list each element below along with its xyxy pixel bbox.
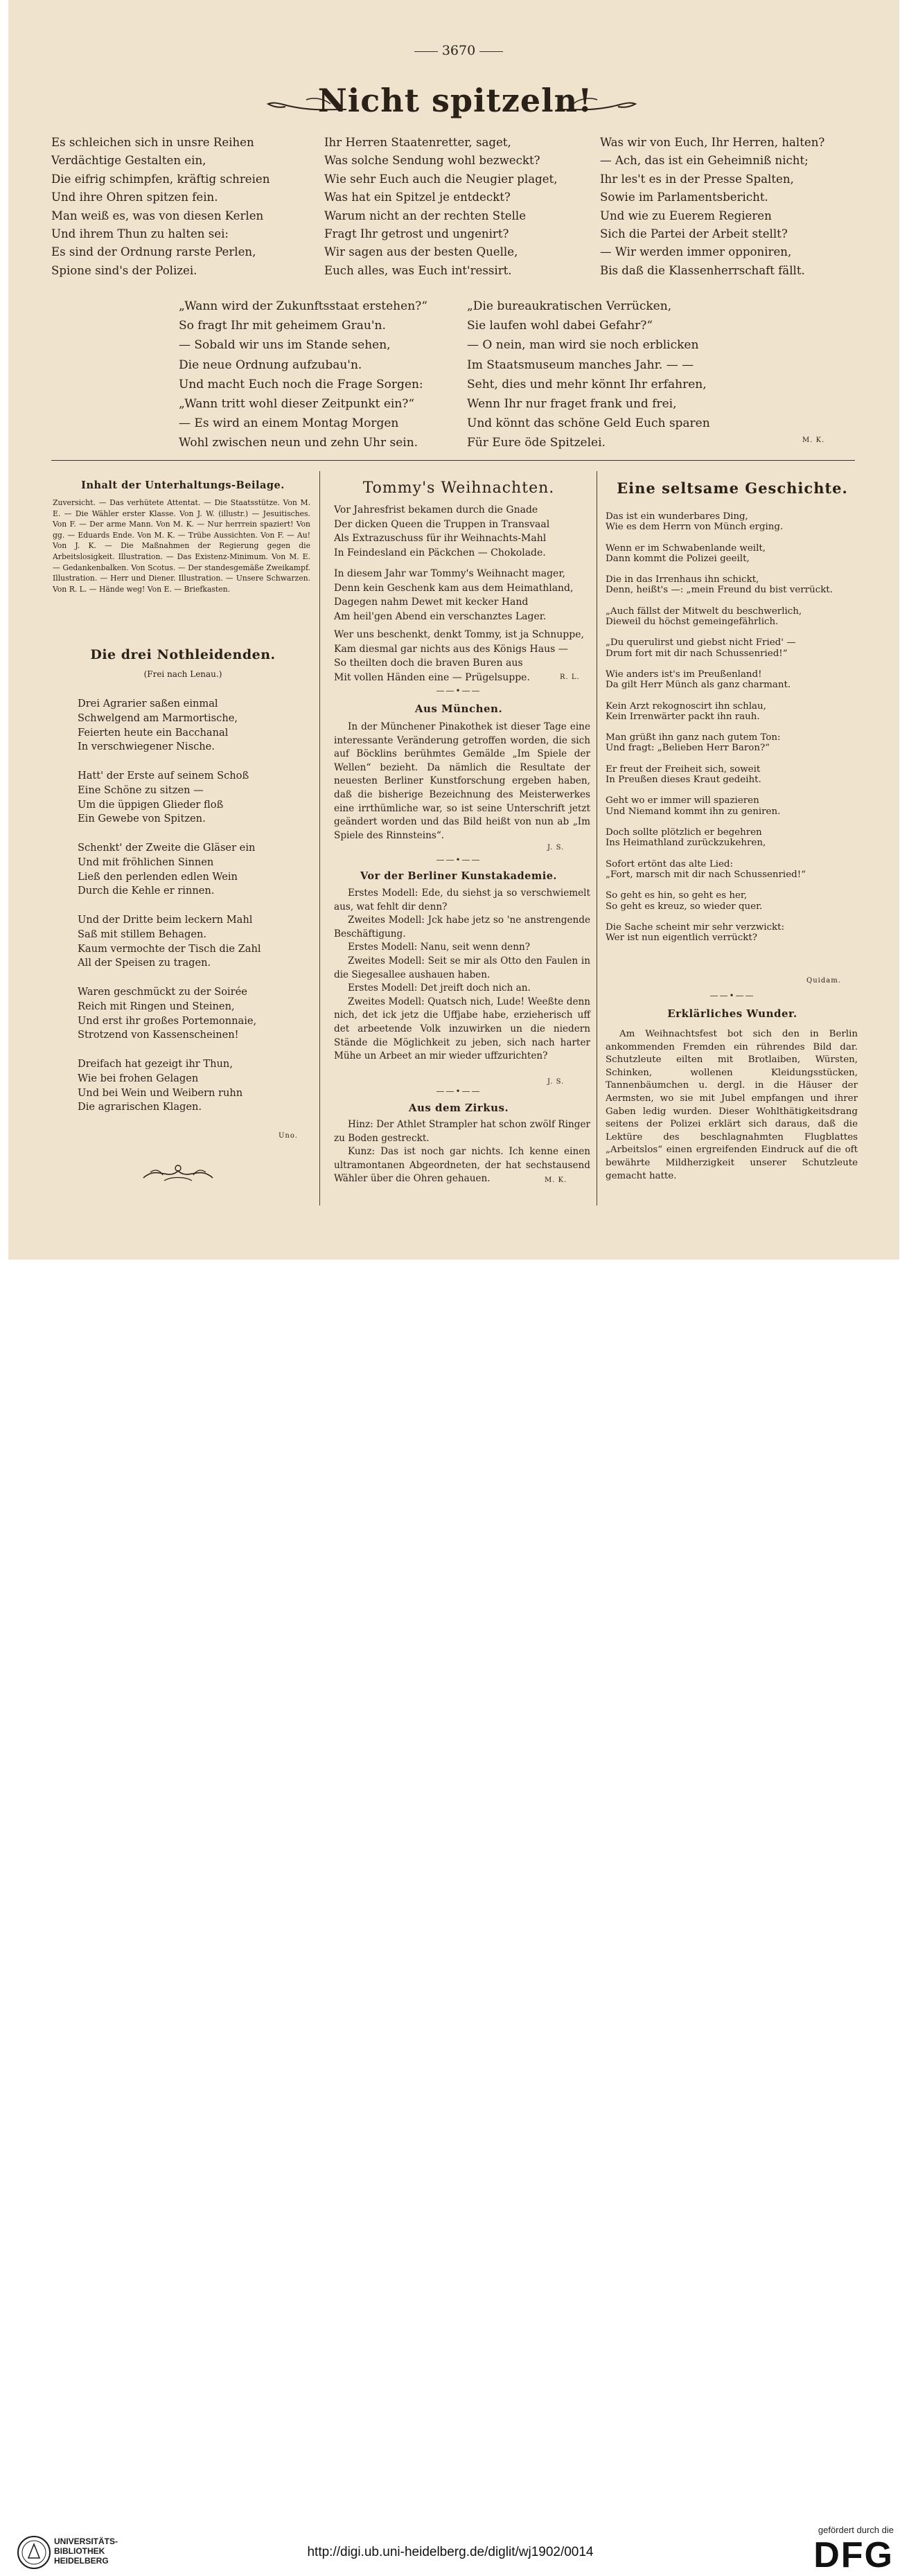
munich-text: In der Münchener Pinakothek ist dieser Tage eine interessante Veränderung getroffen worden, die sich auf Böcklins berühmtes Gemälde „Im Spiele der Wellen“ bezieht. Da nämlich die Resultate der neuesten Berliner Kunstforschung ergeben haben, daß die bisherige Bezeichnung des Meisterwerkes eine irrthümliche war, so ist seine Unterschrift jetzt geändert worden und das Bild heißt von nun ab „Im Spiele des Rinnsteins“. — [334, 721, 590, 841]
contents-text: Zuversicht. — Das verhütete Attentat. — Die Staatsstütze. Von M. E. — Die Wähler erster Klasse. Von J. W. (illustr.) — Jesuitisches. Von F. — Der arme Mann. Von M. K. — Nur herrrein spaziert! Von gg. — Eduards Ende. Von M. K. — Trübe Aussichten. Von F. — Au! Von J. K. — Die Maßnahmen der Regierung gegen die Arbeitslosigkeit. Illustration. — Das Existenz-Minimum. Von M. E. — Gedankenbalken. Von Scotus. — Der standesgemäße Zweikampf. Illustration. — Herr und Diener. Illustration. — Unsere Schwarzen. Von R. L. — Hände weg! Von E. — Briefkasten. — [53, 498, 310, 594]
academy-dialogue — [334, 887, 590, 1064]
contents-title: Inhalt der Unterhaltungs-Beilage. — [81, 479, 285, 491]
story-poem: Das ist ein wunderbares Ding, Wie es dem Herrn von Münch erging. Wenn er im Schwabenlande weilt, Dann kommt die Polizei geeilt, Die in das Irrenhaus ihn schickt, Denn, heißt's —: „mein Freund du bist verrückt. „Auch fällst der Mitwelt du beschwerlich, Dieweil du höchst gemeingefährlich. „Du querulirst und giebst nicht Fried' — Drum fort mit dir nach Schussenried!“ Wie anders ist's im Preußenland! Da gilt Herr Münch als ganz charmant. Kein Arzt rekognoscirt ihn schlau, Kein Irrenwärter packt ihn rauh. Man grüßt ihn ganz nach gutem Ton: Und fragt: „Belieben Herr Baron?“ Er freut der Freiheit sich, soweit In Preußen dieses Kraut gedeiht. Geht wo er immer will spazieren Und Niemand kommt ihn zu geniren. Doch sollte plötzlich er begehren Ins Heimathland zurückzukehren, Sofort ertönt das alte Lied: „Fort, marsch mit dir nach Schussenried!“ So geht es hin, so geht es her, So geht es kreuz, so wieder quer. Die Sache scheint mir sehr verzwickt: Wer ist nun eigentlich verrückt? — [606, 511, 833, 944]
circus-line: Kunz: Das ist noch gar nichts. Ich kenne einen ultramontanen Abgeordneten, der hat sechstausend Wähler über die Ohren gehauen. — [334, 1146, 590, 1185]
footer-bar — [0, 1260, 900, 2575]
institution-name — [54, 2537, 118, 2566]
top-poem-column-4: „Wann wird der Zukunftsstaat erstehen?“ So fragt Ihr mit geheimem Grau'n. — Sobald wir uns im Stande sehen, Die neue Ordnung aufzubau'n. Und macht Euch noch die Frage Sorgen: „Wann tritt wohl dieser Zeitpunkt ein?“ — Es wird an einem Montag Morgen Wohl zwischen neun und zehn Uhr sein. — [179, 299, 427, 450]
poem-title-tommy: Tommy's Weihnachten. — [362, 479, 555, 497]
poem-tommy-signature: R. L. — [560, 673, 580, 681]
top-poem-column-5: „Die bureaukratischen Verrücken, Sie laufen wohl dabei Gefahr?“ — O nein, man wird sie noch erblicken Im Staatsmuseum manches Jahr. — — Seht, dies und mehr könnt Ihr erfahren, Wenn Ihr nur fraget frank und frei, Und könnt das schöne Geld Euch sparen Für Eure öde Spitzelei. — [467, 299, 710, 450]
academy-line: Erstes Modell: Nanu, seit wenn denn? — [348, 942, 531, 953]
academy-line: Zweites Modell: Seit se mir als Otto den Faulen in die Siegesallee aushauen haben. — [334, 955, 590, 980]
floral-ornament — [136, 1158, 220, 1186]
circus-line: Hinz: Der Athlet Strampler hat schon zwölf Ringer zu Boden gestreckt. — [334, 1119, 590, 1144]
institution-line-2: BIBLIOTHEK — [54, 2546, 105, 2556]
academy-line: Zweites Modell: Quatsch nich, Lude! Weeßte denn nich, det ick jetz die Uffjabe habe, erzieherisch uff det arbeetende Volk inzuwirken un die niedern Stände die Möglichkeit zu jeben, sich nach harter Mühe un Arbeet an mir wieder uffzurichten? — [334, 996, 590, 1062]
academy-signature: J. S. — [547, 1078, 565, 1086]
divider-4: ——•—— — [709, 991, 755, 1000]
newspaper-page — [8, 0, 899, 1260]
top-poem-column-1: Es schleichen sich in unsre Reihen Verdächtige Gestalten ein, Die eifrig schimpfen, kräftig schreien Und ihre Ohren spitzen fein. Man weiß es, was von diesen Kerlen Und ihrem Thun zu halten sei: Es sind der Ordnung rarste Perlen, Spione sind's der Polizei. — [51, 136, 270, 277]
poem-subtitle: (Frei nach Lenau.) — [143, 669, 222, 679]
academy-line: Zweites Modell: Jck habe jetz so 'ne anstrengende Beschäftigung. — [334, 915, 590, 939]
story-title: Eine seltsame Geschichte. — [617, 479, 848, 497]
divider-1: ——•—— — [436, 686, 482, 696]
university-seal-icon — [17, 2533, 51, 2572]
poem-tommy-stanza-2: In diesem Jahr war Tommy's Weihnacht mager, Denn kein Geschenk kam aus dem Heimathland, Dagegen nahm Dewet mit kecker Hand Am heil'gen Abend ein verschanztes Lager. — [334, 568, 574, 622]
page-number-line — [396, 43, 521, 58]
dfg-logo: DFG — [813, 2535, 894, 2575]
funded-by-text: gefördert durch die — [818, 2525, 894, 2535]
wonder-title: Erklärliches Wunder. — [667, 1007, 797, 1020]
wonder-text: Am Weihnachtsfest bot sich den in Berlin ankommenden Fremden ein rührendes Bild dar. Schutzleute eilten mit Brotlaiben, Würsten, Schinken, wollenen Kleidungsstücken, Tannenbäumchen u. dergl. in die Häuser der Aermsten, wo sie mit Jubel empfangen und ihrer Gaben ledig wurden. Dieser Wohlthätigkeitsdrang seitens der Polizei erklärt sich daraus, daß die Lektüre des beschlagnahmten Flugblattes „Arbeitslos“ einen ergreifenden Eindruck auf die oft bewährte Mildherzigkeit unserer Schutzleute gemacht hatte. — [606, 1029, 858, 1181]
academy-line: Erstes Modell: Ede, du siehst ja so verschwiemelt aus, wat fehlt dir denn? — [334, 888, 590, 912]
right-swash-ornament — [556, 94, 639, 115]
institution-line-1: UNIVERSITÄTS- — [54, 2537, 118, 2546]
poem-tommy-stanza-1: Vor Jahresfrist bekamen durch die Gnade Der dicken Queen die Truppen in Transvaal Als Extrazuschuss für ihr Weihnachts-Mahl In Feindesland ein Päckchen — Chokolade. — [334, 504, 550, 558]
top-poem-column-2: Ihr Herren Staatenretter, saget, Was solche Sendung wohl bezweckt? Wie sehr Euch auch die Neugier plaget, Was hat ein Spitzel je entdeckt? Warum nicht an der rechten Stelle Fragt Ihr getrost und ungenirt? Wir sagen aus der besten Quelle, Euch alles, was Euch int'ressirt. — [324, 136, 558, 277]
top-poem-signature: M. K. — [802, 436, 825, 444]
top-poem-column-3: Was wir von Euch, Ihr Herren, halten? — Ach, das ist ein Geheimniß nicht; Ihr les't es in der Presse Spalten, Sowie im Parlamentsbericht. Und wie zu Euerem Regieren Sich die Partei der Arbeit stellt? — Wir werden immer opponiren, Bis daß die Klassenherrschaft fällt. — [600, 136, 825, 277]
story-signature: Quidam. — [806, 977, 841, 985]
academy-title: Vor der Berliner Kunstakademie. — [360, 870, 557, 882]
section-divider — [51, 460, 855, 461]
institution-line-3: HEIDELBERG — [54, 2556, 109, 2566]
column-rule-1 — [319, 471, 320, 1206]
divider-3: ——•—— — [436, 1086, 482, 1096]
munich-title: Aus München. — [414, 703, 503, 715]
poem-title-nothleidenden: Die drei Nothleidenden. — [90, 647, 276, 662]
poem-signature-uno: Uno. — [279, 1132, 298, 1140]
source-url-link[interactable]: http://digi.ub.uni-heidelberg.de/diglit/wj1902/0014 — [307, 2545, 594, 2559]
circus-title: Aus dem Zirkus. — [408, 1102, 509, 1114]
main-title: Nicht spitzeln! — [317, 82, 593, 119]
page-number: 3670 — [441, 43, 476, 58]
poem-nothleidenden: Drei Agrarier saßen einmal Schwelgend am Marmortische, Feierten heute ein Bacchanal In verschwiegener Nische. Hatt' der Erste auf seinem Schoß Eine Schöne zu sitzen — Um die üppigen Glieder floß Ein Gewebe von Spitzen. Schenkt' der Zweite die Gläser ein Und mit fröhlichen Sinnen Ließ den perlenden edlen Wein Durch die Kehle er rinnen. Und der Dritte beim leckern Mahl Saß mit stillem Behagen. Kaum vermochte der Tisch die Zahl All der Speisen zu tragen. Waren geschmückt zu der Soirée Reich mit Ringen und Steinen, Und erst ihr großes Portemonnaie, Strotzend von Kassenscheinen! Dreifach hat gezeigt ihr Thun, Wie bei frohen Gelagen Und bei Wein und Weibern ruhn Die agrarischen Klagen. — [78, 698, 261, 1113]
poem-tommy-stanza-3: Wer uns beschenkt, denkt Tommy, ist ja Schnuppe, Kam diesmal gar nichts aus des Königs Haus — So theilten doch die braven Buren aus Mit vollen Händen eine — Prügelsuppe. — [334, 629, 584, 683]
divider-2: ——•—— — [436, 855, 482, 865]
munich-signature: J. S. — [547, 844, 565, 852]
circus-signature: M. K. — [545, 1176, 567, 1184]
academy-line: Erstes Modell: Det jreift doch nich an. — [348, 982, 531, 994]
